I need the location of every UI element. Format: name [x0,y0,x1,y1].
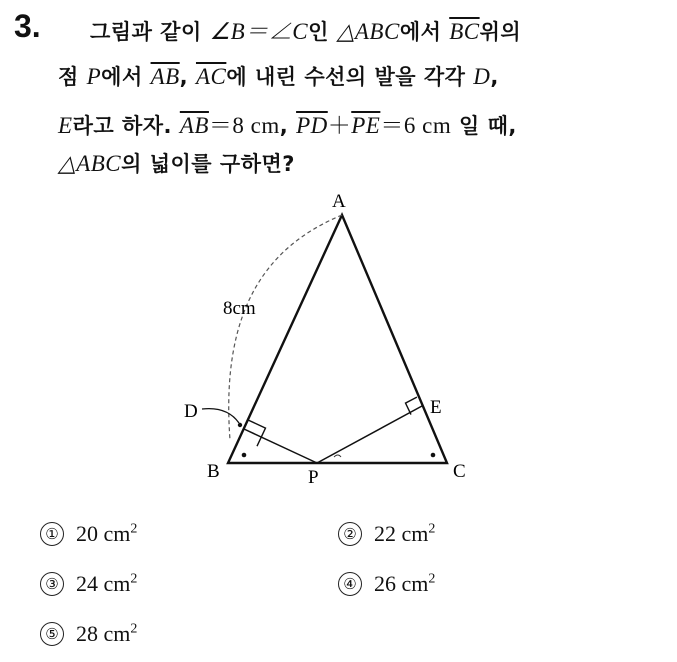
label-side-length: 8cm [223,298,256,319]
option-2[interactable] [338,521,435,547]
d-pointer-dot [238,423,242,427]
option-unit: cm [103,571,131,596]
label-p: P [308,467,319,488]
option-value: 22 [374,521,396,546]
text: 라고 하자. [72,114,180,138]
text: 점 [58,65,87,89]
option-number: ① [40,522,64,546]
math-angle-equality: ∠B＝∠C [209,19,309,44]
text: , [179,65,196,89]
text: 그림과 같이 [90,20,210,44]
option-4[interactable] [338,571,435,597]
label-d: D [184,401,198,422]
question-line-4 [58,148,295,178]
option-unit: cm [401,571,429,596]
text: , [279,114,297,138]
option-number: ⑤ [40,622,64,646]
option-unit: cm [103,621,131,646]
angle-mark-p [334,455,341,457]
option-exponent: 2 [428,571,436,587]
option-value: 26 [374,571,396,596]
text: 인 [308,20,337,44]
math-value: ＝6 cm [380,113,452,138]
triangle-figure [160,185,490,490]
label-b: B [207,461,220,482]
question-line-1 [90,13,521,46]
math-segment-pe: $\overline{PE}$ [351,113,381,138]
question-line-2 [58,61,499,91]
math-segment-bc: $\overline{BC}$ [449,19,480,44]
option-unit: cm [401,521,429,546]
length-arc [229,215,342,440]
option-value: 20 [76,521,98,546]
angle-mark-c [431,453,436,458]
option-exponent: 2 [428,521,436,537]
d-pointer-arrow [202,409,239,423]
angle-mark-b [242,453,247,458]
option-exponent: 2 [130,521,138,537]
math-segment-ab: $\overline{AB}$ [150,64,180,89]
option-number: ③ [40,572,64,596]
text: 위의 [479,20,522,44]
option-number: ④ [338,572,362,596]
option-1[interactable] [40,521,137,547]
text: 의 넓이를 구하면? [121,152,295,176]
segment-pe [317,406,422,463]
question-line-3 [58,107,517,140]
option-number: ② [338,522,362,546]
segment-pd [244,429,317,463]
option-5[interactable] [40,621,137,647]
math-plus: ＋ [327,113,352,138]
text: 에서 [101,65,151,89]
text: , [490,65,499,89]
text: 에서 [399,20,450,44]
label-a: A [332,191,346,212]
label-e: E [430,397,442,418]
math-segment-ac: $\overline{AC}$ [195,64,227,89]
math-point-e: E [58,113,73,138]
option-value: 28 [76,621,98,646]
math-triangle: △ABC [58,151,122,176]
math-segment-ab: $\overline{AB}$ [179,113,209,138]
question-number: 3. [14,8,41,44]
math-point-p: P [86,64,102,89]
math-triangle: △ABC [336,19,400,44]
text: 일 때, [451,114,517,138]
math-point-d: D [473,64,491,89]
option-3[interactable] [40,571,137,597]
option-unit: cm [103,521,131,546]
right-angle-mark-d [249,420,266,446]
option-exponent: 2 [130,571,138,587]
math-segment-pd: $\overline{PD}$ [296,113,328,138]
option-value: 24 [76,571,98,596]
option-exponent: 2 [130,621,138,637]
text: 에 내린 수선의 발을 각각 [226,65,474,89]
label-c: C [453,461,466,482]
math-value: ＝8 cm [208,113,280,138]
